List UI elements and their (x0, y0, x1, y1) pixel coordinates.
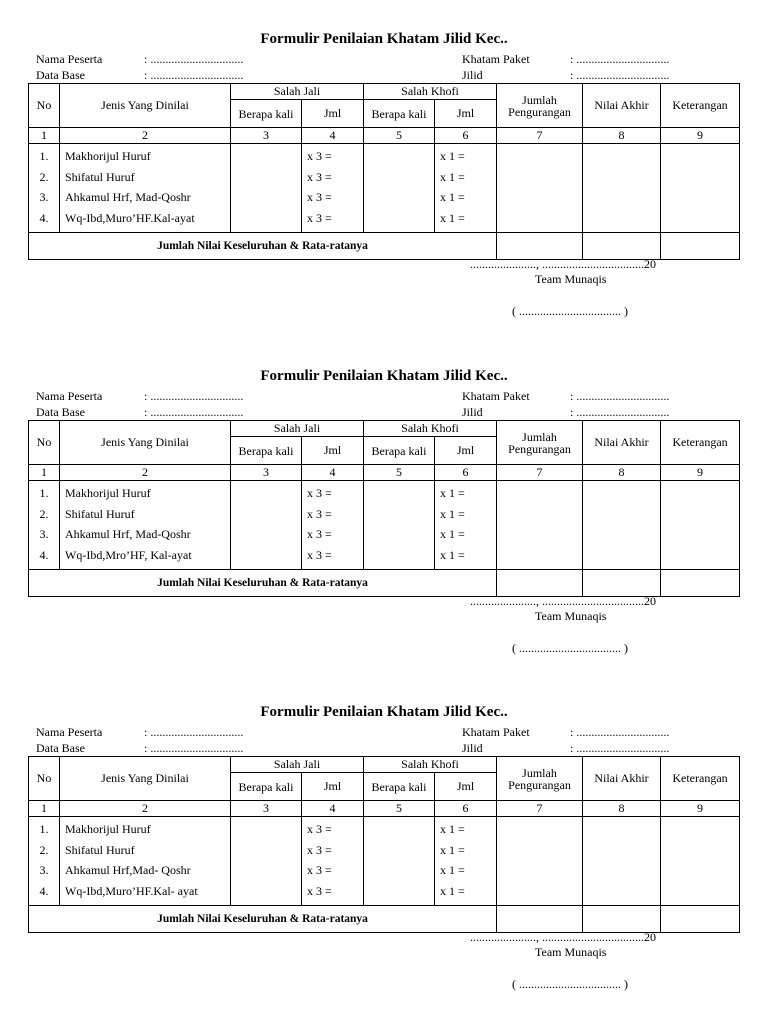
jali-count-cell[interactable] (231, 481, 302, 570)
jali-multiplier: x 3 = (307, 527, 332, 541)
khofi-multiplier: x 1 = (440, 547, 465, 562)
volume-row (462, 740, 669, 756)
volume-field[interactable]: : ............................... (570, 405, 670, 419)
jali-multiplier: x 3 = (307, 506, 332, 521)
volume-row (462, 67, 669, 83)
header-notes: Keterangan (661, 84, 740, 128)
header-jali-sum: Jml (302, 437, 364, 465)
form-title: Formulir Penilaian Khatam Jilid Kec.. (260, 368, 508, 384)
header-khofi-sum: Jml (435, 437, 497, 465)
participant-name-field[interactable]: : ............................... (144, 52, 244, 66)
row-number: 2. (39, 506, 49, 521)
database-label: Data Base (36, 405, 85, 419)
header-final-score: Nilai Akhir (583, 421, 661, 465)
header-total-deduction: Jumlah Pengurangan (497, 421, 583, 465)
total-label: Jumlah Nilai Keseluruhan & Rata-ratanya (29, 570, 497, 597)
header-notes: Keterangan (661, 757, 740, 801)
final-score-sum-cell[interactable] (583, 233, 661, 260)
jali-multipliers[interactable] (302, 817, 364, 906)
participant-name-field[interactable]: : ............................... (144, 725, 244, 739)
notes-sum-cell[interactable] (661, 570, 740, 597)
score-rows (29, 481, 740, 570)
criterion-label: Shifatul Huruf (65, 842, 135, 857)
total-deduction-cell[interactable] (497, 481, 583, 570)
header-no: No (29, 421, 60, 465)
row-number: 2. (39, 842, 49, 857)
form-title: Formulir Penilaian Khatam Jilid Kec.. (260, 31, 508, 47)
header-notes: Keterangan (661, 421, 740, 465)
criterion-label: Wq-Ibd,Mro’HF, Kal-ayat (65, 547, 192, 562)
header-khofi-sum: Jml (435, 773, 497, 801)
notes-cell[interactable] (661, 817, 740, 906)
package-label: Khatam Paket (462, 725, 530, 739)
date-line[interactable]: ......................, ..................................20 (470, 594, 656, 608)
khofi-multipliers[interactable] (435, 481, 497, 570)
column-number: 6 (435, 128, 497, 144)
criterion-label: Makhorijul Huruf (65, 149, 151, 163)
date-line[interactable]: ......................, ..................................20 (470, 257, 656, 271)
signature-line[interactable]: ( .................................. ) (512, 304, 628, 318)
database-row (36, 740, 243, 756)
team-label: Team Munaqis (535, 945, 607, 959)
column-number: 9 (661, 128, 740, 144)
database-label: Data Base (36, 741, 85, 755)
jali-multipliers[interactable] (302, 144, 364, 233)
participant-name-label: Nama Peserta (36, 725, 103, 739)
total-deduction-sum-cell[interactable] (497, 570, 583, 597)
khofi-multiplier: x 1 = (440, 149, 465, 163)
database-row (36, 404, 243, 420)
khofi-count-cell[interactable] (364, 144, 435, 233)
header-salah-jali: Salah Jali (231, 757, 364, 773)
volume-field[interactable]: : ............................... (570, 68, 670, 82)
column-number: 2 (60, 128, 231, 144)
jali-multiplier: x 3 = (307, 190, 332, 204)
total-deduction-sum-cell[interactable] (497, 906, 583, 933)
criterion-label: Wq-Ibd,Muro’HF.Kal- ayat (65, 883, 198, 898)
column-number: 9 (661, 801, 740, 817)
participant-name-label: Nama Peserta (36, 389, 103, 403)
assessment-form (0, 337, 768, 674)
column-number: 5 (364, 801, 435, 817)
header-final-score: Nilai Akhir (583, 757, 661, 801)
participant-name-row (36, 388, 243, 404)
criteria-list (60, 817, 231, 906)
team-label: Team Munaqis (535, 609, 607, 623)
row-numbers (29, 817, 60, 906)
criteria-list (60, 144, 231, 233)
row-number: 3. (39, 190, 49, 204)
column-number: 7 (497, 465, 583, 481)
final-score-cell[interactable] (583, 481, 661, 570)
package-field[interactable]: : ............................... (570, 52, 670, 66)
form-title: Formulir Penilaian Khatam Jilid Kec.. (260, 704, 508, 720)
criteria-list (60, 481, 231, 570)
row-number: 4. (39, 547, 49, 562)
row-number: 2. (39, 169, 49, 184)
assessment-table (28, 83, 740, 260)
header-criterion: Jenis Yang Dinilai (60, 84, 231, 128)
volume-label: Jilid (462, 68, 483, 82)
header-khofi-sum: Jml (435, 100, 497, 128)
column-number: 5 (364, 128, 435, 144)
jali-multiplier: x 3 = (307, 486, 332, 500)
column-number-row (29, 465, 740, 481)
final-score-cell[interactable] (583, 817, 661, 906)
header-criterion: Jenis Yang Dinilai (60, 421, 231, 465)
package-label: Khatam Paket (462, 52, 530, 66)
criterion-label: Shifatul Huruf (65, 506, 135, 521)
signature-line[interactable]: ( .................................. ) (512, 641, 628, 655)
column-number: 7 (497, 128, 583, 144)
participant-name-row (36, 51, 243, 67)
column-number: 8 (583, 128, 661, 144)
total-label: Jumlah Nilai Keseluruhan & Rata-ratanya (29, 233, 497, 260)
participant-name-label: Nama Peserta (36, 52, 103, 66)
package-row (462, 388, 669, 404)
jali-multiplier: x 3 = (307, 863, 332, 877)
header-jali-count: Berapa kali (231, 437, 302, 465)
row-number: 1. (39, 149, 49, 163)
khofi-count-cell[interactable] (364, 481, 435, 570)
header-final-score: Nilai Akhir (583, 84, 661, 128)
khofi-multiplier: x 1 = (440, 842, 465, 857)
volume-field[interactable]: : ............................... (570, 741, 670, 755)
column-number: 3 (231, 128, 302, 144)
total-deduction-sum-cell[interactable] (497, 233, 583, 260)
jali-multiplier: x 3 = (307, 842, 332, 857)
row-number: 3. (39, 527, 49, 541)
khofi-multiplier: x 1 = (440, 883, 465, 898)
column-number: 3 (231, 465, 302, 481)
final-score-sum-cell[interactable] (583, 906, 661, 933)
criterion-label: Shifatul Huruf (65, 169, 135, 184)
package-field[interactable]: : ............................... (570, 389, 670, 403)
package-row (462, 724, 669, 740)
criterion-label: Ahkamul Hrf, Mad-Qoshr (65, 527, 191, 541)
header-khofi-count: Berapa kali (364, 773, 435, 801)
header-no: No (29, 757, 60, 801)
column-number: 1 (29, 801, 60, 817)
khofi-multipliers[interactable] (435, 144, 497, 233)
notes-cell[interactable] (661, 481, 740, 570)
jali-multiplier: x 3 = (307, 210, 332, 225)
header-khofi-count: Berapa kali (364, 437, 435, 465)
column-number-row (29, 801, 740, 817)
header-jali-count: Berapa kali (231, 773, 302, 801)
row-numbers (29, 481, 60, 570)
jali-multiplier: x 3 = (307, 822, 332, 836)
final-score-cell[interactable] (583, 144, 661, 233)
assessment-form (0, 0, 768, 337)
khofi-count-cell[interactable] (364, 817, 435, 906)
jali-multiplier: x 3 = (307, 149, 332, 163)
notes-sum-cell[interactable] (661, 906, 740, 933)
notes-sum-cell[interactable] (661, 233, 740, 260)
total-deduction-cell[interactable] (497, 144, 583, 233)
team-label: Team Munaqis (535, 272, 607, 286)
criterion-label: Makhorijul Huruf (65, 486, 151, 500)
row-number: 1. (39, 486, 49, 500)
header-salah-khofi: Salah Khofi (364, 757, 497, 773)
assessment-form (0, 673, 768, 1010)
khofi-multiplier: x 1 = (440, 190, 465, 204)
row-number: 3. (39, 863, 49, 877)
jali-count-cell[interactable] (231, 144, 302, 233)
column-number: 2 (60, 801, 231, 817)
column-number: 4 (302, 465, 364, 481)
column-number: 7 (497, 801, 583, 817)
column-number: 6 (435, 465, 497, 481)
column-number: 8 (583, 801, 661, 817)
score-rows (29, 817, 740, 906)
khofi-multiplier: x 1 = (440, 822, 465, 836)
database-field[interactable]: : ............................... (144, 741, 244, 755)
header-total-deduction: Jumlah Pengurangan (497, 84, 583, 128)
database-field[interactable]: : ............................... (144, 405, 244, 419)
row-number: 1. (39, 822, 49, 836)
header-total-deduction: Jumlah Pengurangan (497, 757, 583, 801)
column-number: 4 (302, 801, 364, 817)
column-number: 5 (364, 465, 435, 481)
signature-line[interactable]: ( .................................. ) (512, 977, 628, 991)
criterion-label: Ahkamul Hrf, Mad-Qoshr (65, 190, 191, 204)
jali-multiplier: x 3 = (307, 547, 332, 562)
row-numbers (29, 144, 60, 233)
header-khofi-count: Berapa kali (364, 100, 435, 128)
volume-label: Jilid (462, 741, 483, 755)
volume-label: Jilid (462, 405, 483, 419)
khofi-multiplier: x 1 = (440, 486, 465, 500)
package-row (462, 51, 669, 67)
package-field[interactable]: : ............................... (570, 725, 670, 739)
header-salah-khofi: Salah Khofi (364, 421, 497, 437)
column-number-row (29, 128, 740, 144)
criterion-label: Wq-Ibd,Muro’HF.Kal-ayat (65, 210, 195, 225)
column-number: 3 (231, 801, 302, 817)
criterion-label: Ahkamul Hrf,Mad- Qoshr (65, 863, 191, 877)
header-jali-count: Berapa kali (231, 100, 302, 128)
header-salah-khofi: Salah Khofi (364, 84, 497, 100)
notes-cell[interactable] (661, 144, 740, 233)
column-number: 6 (435, 801, 497, 817)
header-criterion: Jenis Yang Dinilai (60, 757, 231, 801)
column-number: 2 (60, 465, 231, 481)
row-number: 4. (39, 883, 49, 898)
khofi-multiplier: x 1 = (440, 506, 465, 521)
participant-name-row (36, 724, 243, 740)
database-row (36, 67, 243, 83)
total-label: Jumlah Nilai Keseluruhan & Rata-ratanya (29, 906, 497, 933)
jali-multipliers[interactable] (302, 481, 364, 570)
package-label: Khatam Paket (462, 389, 530, 403)
header-no: No (29, 84, 60, 128)
header-jali-sum: Jml (302, 100, 364, 128)
khofi-multiplier: x 1 = (440, 169, 465, 184)
khofi-multiplier: x 1 = (440, 863, 465, 877)
column-number: 9 (661, 465, 740, 481)
column-number: 1 (29, 465, 60, 481)
assessment-table (28, 420, 740, 597)
header-salah-jali: Salah Jali (231, 84, 364, 100)
jali-multiplier: x 3 = (307, 883, 332, 898)
database-label: Data Base (36, 68, 85, 82)
total-deduction-cell[interactable] (497, 817, 583, 906)
khofi-multiplier: x 1 = (440, 210, 465, 225)
assessment-table (28, 756, 740, 933)
jali-multiplier: x 3 = (307, 169, 332, 184)
jali-count-cell[interactable] (231, 817, 302, 906)
column-number: 4 (302, 128, 364, 144)
row-number: 4. (39, 210, 49, 225)
participant-name-field[interactable]: : ............................... (144, 389, 244, 403)
volume-row (462, 404, 669, 420)
header-jali-sum: Jml (302, 773, 364, 801)
criterion-label: Makhorijul Huruf (65, 822, 151, 836)
khofi-multiplier: x 1 = (440, 527, 465, 541)
header-salah-jali: Salah Jali (231, 421, 364, 437)
final-score-sum-cell[interactable] (583, 570, 661, 597)
khofi-multipliers[interactable] (435, 817, 497, 906)
date-line[interactable]: ......................, ..................................20 (470, 930, 656, 944)
column-number: 8 (583, 465, 661, 481)
score-rows (29, 144, 740, 233)
column-number: 1 (29, 128, 60, 144)
database-field[interactable]: : ............................... (144, 68, 244, 82)
